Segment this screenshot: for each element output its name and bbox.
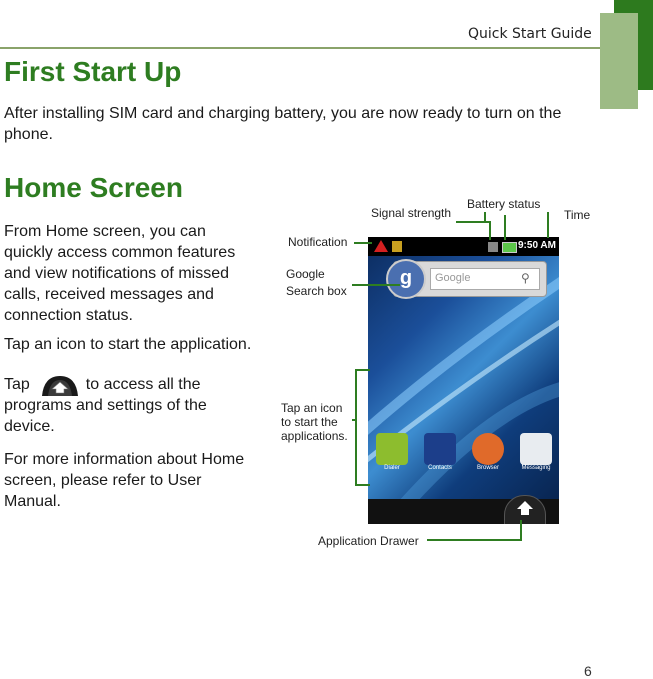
intro-line-1: After installing SIM card and charging battery, you are now ready to turn on the [4, 105, 562, 122]
text-line: screen, please refer to User [4, 472, 202, 489]
callout-tap-icon [281, 401, 348, 443]
text-line: From Home screen, you can [4, 223, 206, 240]
callout-time: Time [564, 208, 591, 222]
text-line: and view notifications of missed [4, 265, 229, 282]
google-g-icon[interactable]: g [386, 259, 426, 299]
callout-google: Google [286, 267, 325, 281]
callout-app-drawer: Application Drawer [318, 534, 419, 548]
home-para-2: Tap an icon to start the application. [4, 336, 252, 353]
text-line: Manual. [4, 493, 61, 510]
callout-battery-status: Battery status [467, 197, 541, 211]
search-placeholder: Google [435, 272, 471, 284]
text-line: connection status. [4, 307, 133, 324]
page-number: 6 [584, 663, 592, 679]
callout-notification: Notification [288, 235, 348, 249]
text-line: applications. [281, 429, 348, 443]
text-fragment: Tap [4, 376, 30, 393]
app-label: Messaging [521, 465, 551, 471]
header-title: Quick Start Guide [468, 26, 592, 42]
text-line: to start the [281, 415, 338, 429]
text-fragment: to access all the [85, 376, 201, 393]
text-line: programs and settings of the [4, 397, 207, 414]
callout-signal-strength: Signal strength [371, 206, 452, 220]
text-line: quickly access common features [4, 244, 236, 261]
callout-search-box: Search box [286, 284, 347, 298]
app-label: Browser [476, 465, 499, 471]
heading-home-screen: Home Screen [4, 172, 183, 203]
text-line: For more information about Home [4, 451, 245, 468]
text-line: Tap an icon [281, 401, 343, 415]
text-line: device. [4, 418, 55, 435]
app-label: Contacts [428, 465, 452, 471]
text-line: calls, received messages and [4, 286, 214, 303]
intro-line-2: phone. [4, 126, 53, 143]
clock-text: 9:50 AM [518, 240, 556, 251]
magnifier-icon: ⚲ [521, 271, 530, 285]
app-label: Dialer [384, 465, 400, 471]
heading-first-start-up: First Start Up [4, 56, 182, 87]
